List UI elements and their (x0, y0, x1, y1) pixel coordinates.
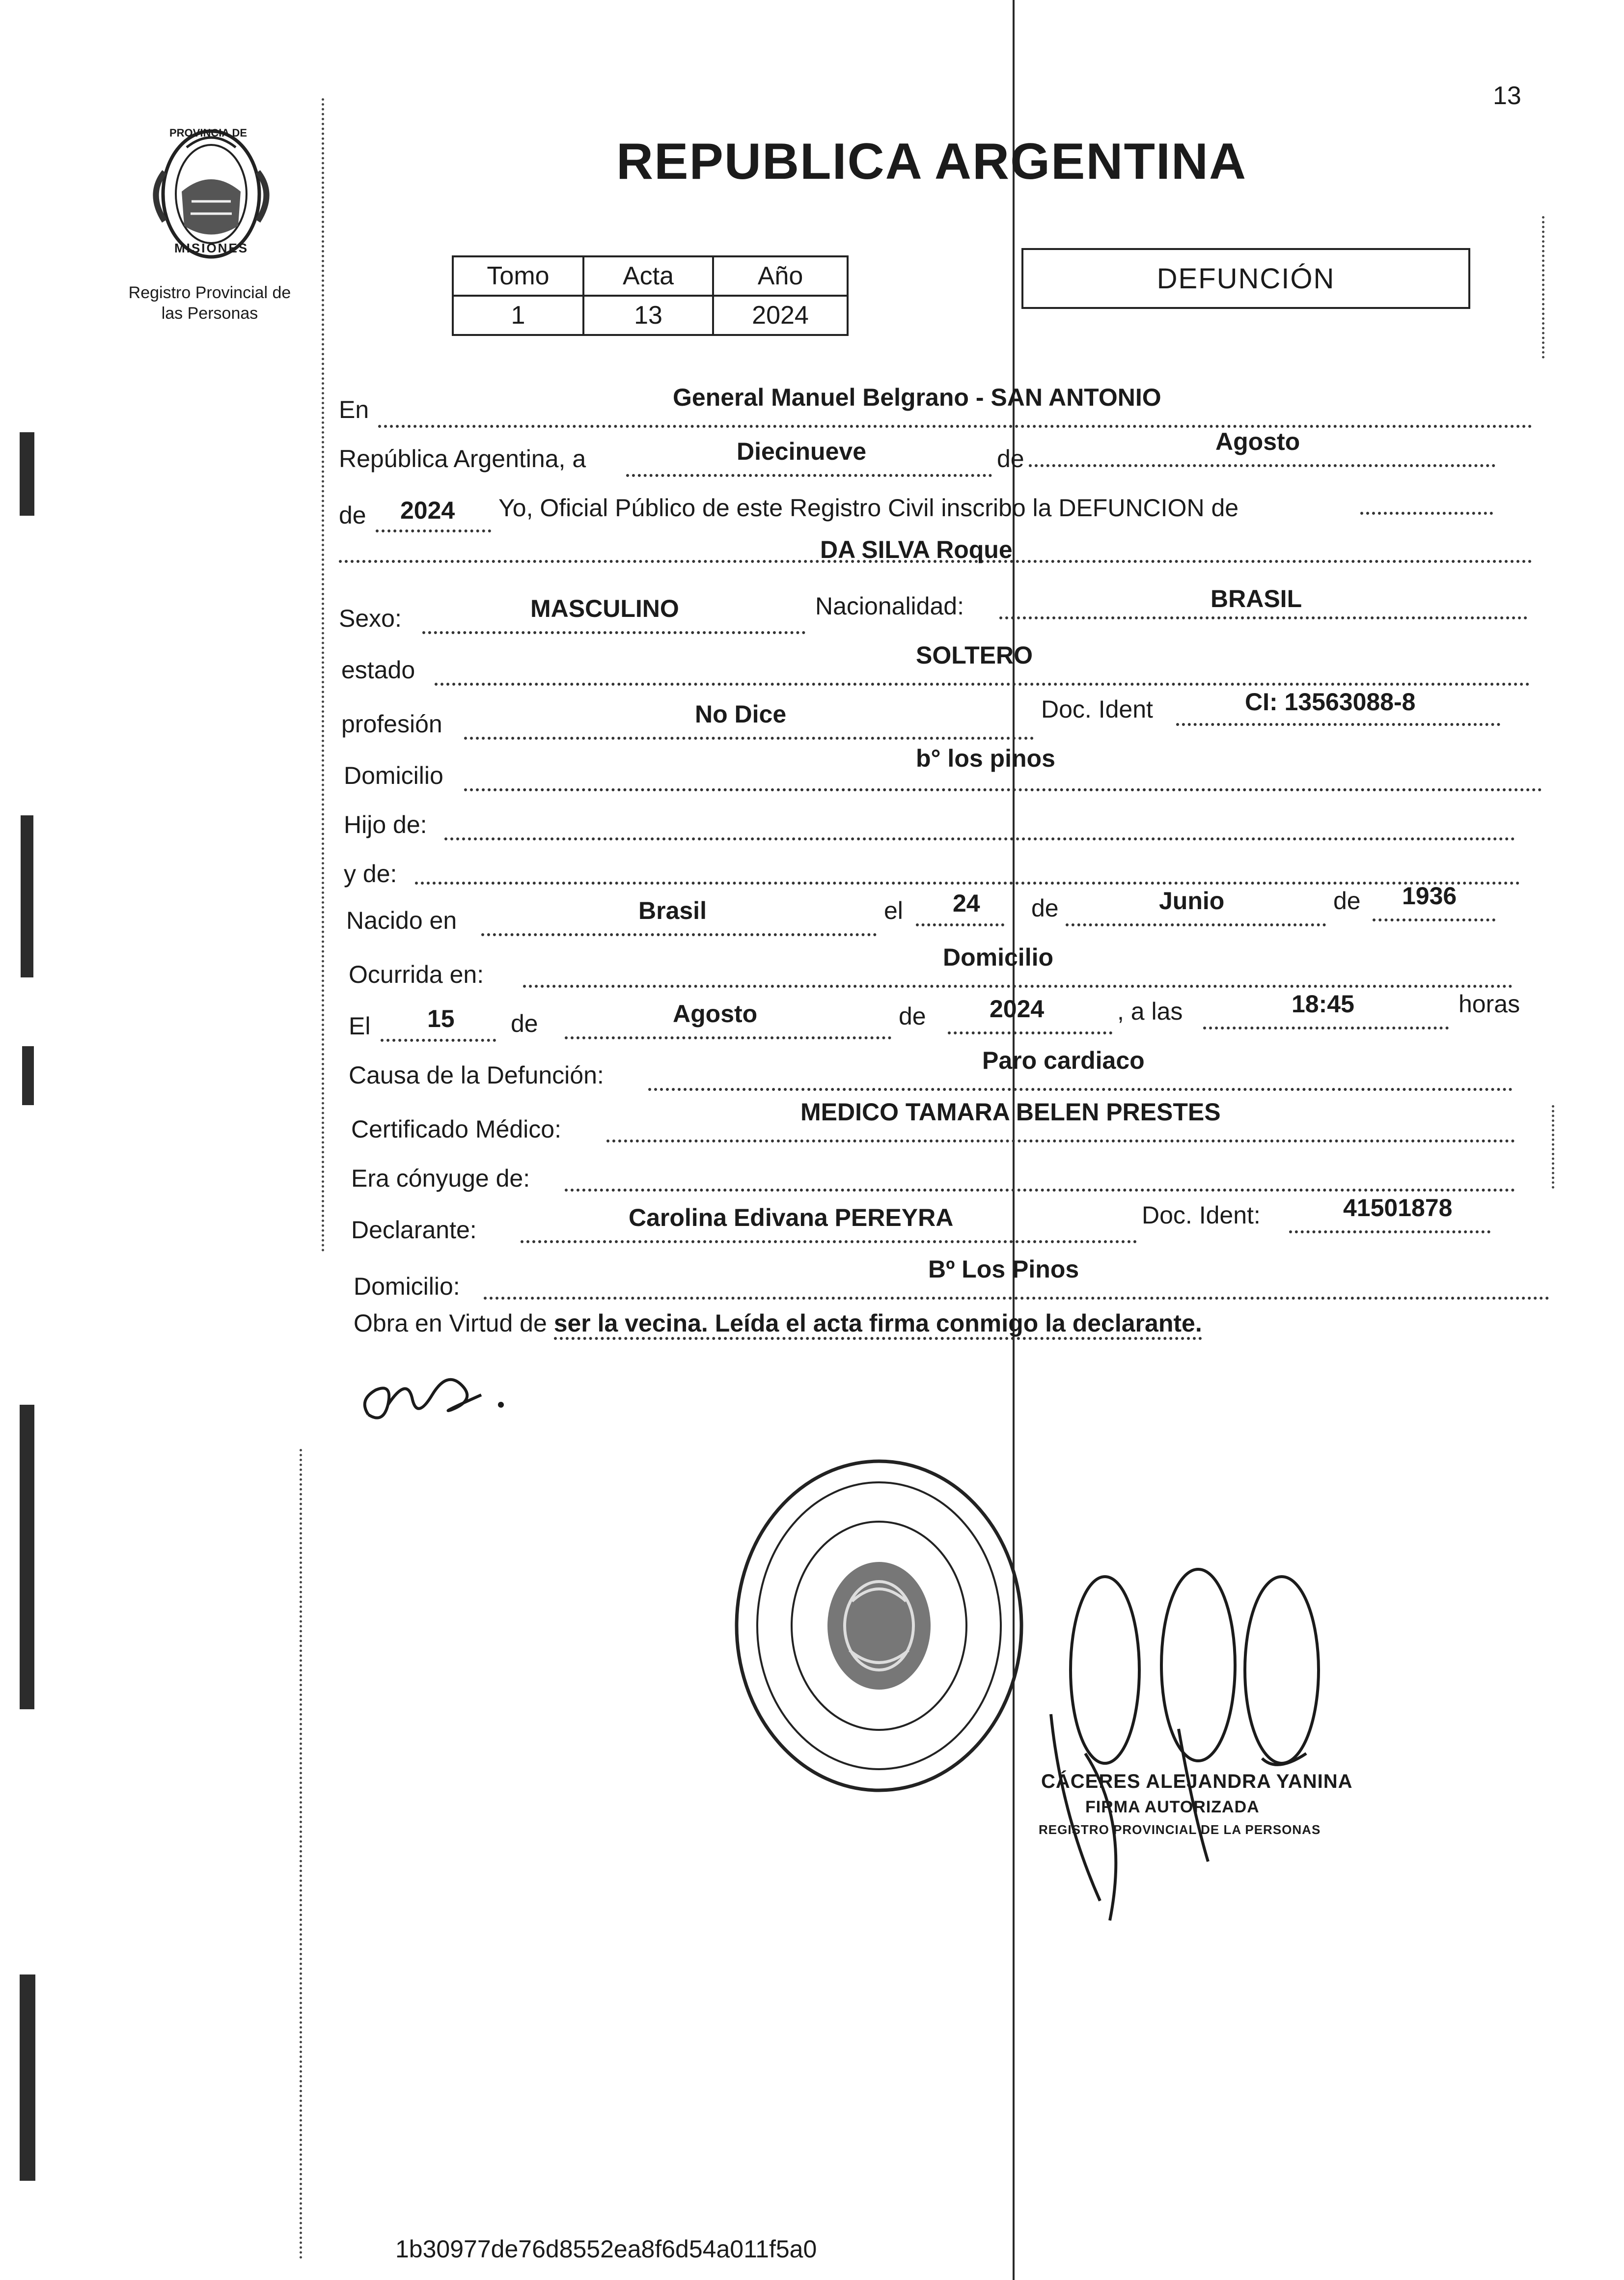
record-type-box: DEFUNCIÓN (1021, 248, 1470, 309)
value-ocurrida-en: Domicilio (943, 944, 1054, 971)
label-republica-a: República Argentina, a (339, 445, 586, 473)
dotted-line (648, 1088, 1513, 1091)
dotted-line (606, 1140, 1515, 1142)
dotted-line (464, 788, 1542, 791)
label-doc-ident-2: Doc. Ident: (1142, 1201, 1261, 1229)
value-lugar: General Manuel Belgrano - SAN ANTONIO (673, 384, 1161, 411)
value-obra-en-virtud: ser la vecina. Leída el acta firma conmigo la declarante. (554, 1309, 1202, 1340)
dotted-line (378, 425, 1532, 428)
label-el: el (884, 897, 903, 924)
registry-table (452, 255, 849, 336)
label-hijo-de: Hijo de: (344, 811, 427, 838)
value-nacido-en: Brasil (638, 897, 707, 924)
dotted-line (484, 1297, 1549, 1300)
dotted-line (1203, 1027, 1449, 1029)
label-certificado: Certificado Médico: (351, 1115, 561, 1143)
label-domicilio-2: Domicilio: (354, 1273, 460, 1300)
dotted-line (1066, 923, 1326, 926)
signature-name: CÁCERES ALEJANDRA YANINA (1041, 1771, 1353, 1792)
value-declarante: Carolina Edivana PEREYRA (629, 1204, 954, 1231)
declarant-signature-icon (354, 1356, 511, 1434)
authorized-signature-icon (1031, 1567, 1365, 1940)
scan-mark (20, 1405, 34, 1709)
signature-role: FIRMA AUTORIZADA (1085, 1798, 1260, 1816)
value-nombre: DA SILVA Roque (820, 536, 1013, 563)
logo-bottom-text: MISIONES (174, 241, 249, 255)
value-estado-civil: SOLTERO (916, 641, 1033, 669)
margin-line (300, 1449, 302, 2259)
label-sexo: Sexo: (339, 605, 402, 632)
value-nac-mes: Junio (1159, 887, 1225, 915)
value-def-mes: Agosto (673, 1000, 758, 1028)
dotted-line (1360, 512, 1493, 515)
value-sexo: MASCULINO (530, 595, 679, 622)
value-nac-anio: 1936 (1402, 882, 1457, 910)
dotted-line (415, 882, 1520, 885)
label-a-las: , a las (1117, 998, 1183, 1025)
obra-en-virtud-line (354, 1309, 1202, 1337)
dotted-line (521, 1240, 1137, 1243)
value-profesion: No Dice (695, 700, 787, 728)
label-de-nac-anio: de (1333, 887, 1361, 915)
label-estado: estado (341, 656, 415, 684)
dotted-line (381, 1039, 496, 1042)
label-de-def-mes: de (511, 1010, 538, 1037)
dotted-line (1289, 1230, 1490, 1233)
dotted-line (435, 683, 1530, 686)
dotted-line (523, 985, 1513, 988)
value-dia-acta: Diecinueve (737, 438, 867, 465)
table-header-anio: Año (713, 256, 848, 296)
label-y-de: y de: (344, 860, 397, 888)
dotted-line (999, 616, 1527, 619)
value-def-anio: 2024 (990, 995, 1045, 1023)
document-hash: 1b30977de76d8552ea8f6d54a011f5a0 (395, 2235, 817, 2263)
table-value-tomo: 1 (453, 296, 583, 335)
dotted-line (1176, 723, 1500, 726)
scan-mark (20, 1974, 35, 2181)
scan-mark (21, 815, 33, 977)
dotted-line (1373, 918, 1495, 921)
label-declarante: Declarante: (351, 1216, 477, 1244)
value-causa: Paro cardiaco (982, 1047, 1145, 1074)
label-de-nac-mes: de (1031, 894, 1059, 922)
margin-line (1552, 1105, 1554, 1189)
value-domicilio: b° los pinos (916, 745, 1055, 772)
dotted-line (565, 1036, 891, 1039)
label-conyuge: Era cónyuge de: (351, 1165, 530, 1192)
value-anio-acta: 2024 (400, 497, 455, 524)
label-causa: Causa de la Defunción: (349, 1061, 604, 1089)
dotted-line (916, 923, 1004, 926)
logo-top-text: PROVINCIA DE (169, 127, 248, 139)
label-en: En (339, 396, 369, 423)
value-doc-ident: CI: 13563088-8 (1245, 688, 1416, 716)
table-value-anio: 2024 (713, 296, 848, 335)
value-nac-dia: 24 (953, 890, 980, 917)
table-header-tomo: Tomo (453, 256, 583, 296)
page-number: 13 (1493, 82, 1521, 110)
dotted-line (376, 529, 491, 532)
document-title: REPUBLICA ARGENTINA (616, 133, 1247, 190)
dotted-line (464, 737, 1034, 740)
value-def-dia: 15 (427, 1005, 455, 1032)
scan-mark (22, 1046, 34, 1105)
dotted-line (1029, 464, 1495, 467)
label-nacido-en: Nacido en (346, 907, 457, 934)
registry-label: Registro Provincial de las Personas (128, 283, 291, 323)
label-profesion: profesión (341, 710, 442, 738)
value-def-hora: 18:45 (1292, 990, 1354, 1018)
label-de-def-anio: de (899, 1002, 926, 1030)
value-declarante-doc: 41501878 (1343, 1194, 1453, 1222)
label-nacionalidad: Nacionalidad: (815, 592, 964, 620)
label-el-cap: El (349, 1012, 371, 1040)
dotted-line (422, 631, 805, 634)
label-yo-oficial: Yo, Oficial Público de este Registro Civil inscribo la DEFUNCION de (498, 494, 1239, 522)
label-horas: horas (1459, 990, 1520, 1018)
margin-line (322, 98, 324, 1252)
signature-office: REGISTRO PROVINCIAL DE LA PERSONAS (1039, 1822, 1321, 1837)
official-seal-icon (727, 1454, 1031, 1798)
label-ocurrida-en: Ocurrida en: (349, 961, 484, 988)
table-header-acta: Acta (583, 256, 713, 296)
value-declarante-domicilio: Bº Los Pinos (928, 1255, 1079, 1283)
value-nacionalidad: BRASIL (1211, 585, 1302, 612)
label-de-anio: de (339, 501, 366, 529)
dotted-line (626, 474, 992, 477)
label-domicilio: Domicilio (344, 762, 443, 789)
label-obra-en-virtud: Obra en Virtud de (354, 1309, 547, 1337)
scan-mark (20, 432, 34, 516)
dotted-line (948, 1031, 1112, 1034)
dotted-line (444, 837, 1515, 840)
value-mes-acta: Agosto (1215, 428, 1300, 455)
label-doc-ident: Doc. Ident (1041, 695, 1153, 723)
margin-line (1542, 216, 1544, 359)
table-value-acta: 13 (583, 296, 713, 335)
value-certificado: MEDICO TAMARA BELEN PRESTES (800, 1098, 1221, 1126)
label-de: de (997, 445, 1024, 473)
dotted-line (565, 1189, 1515, 1192)
dotted-line (481, 933, 877, 936)
